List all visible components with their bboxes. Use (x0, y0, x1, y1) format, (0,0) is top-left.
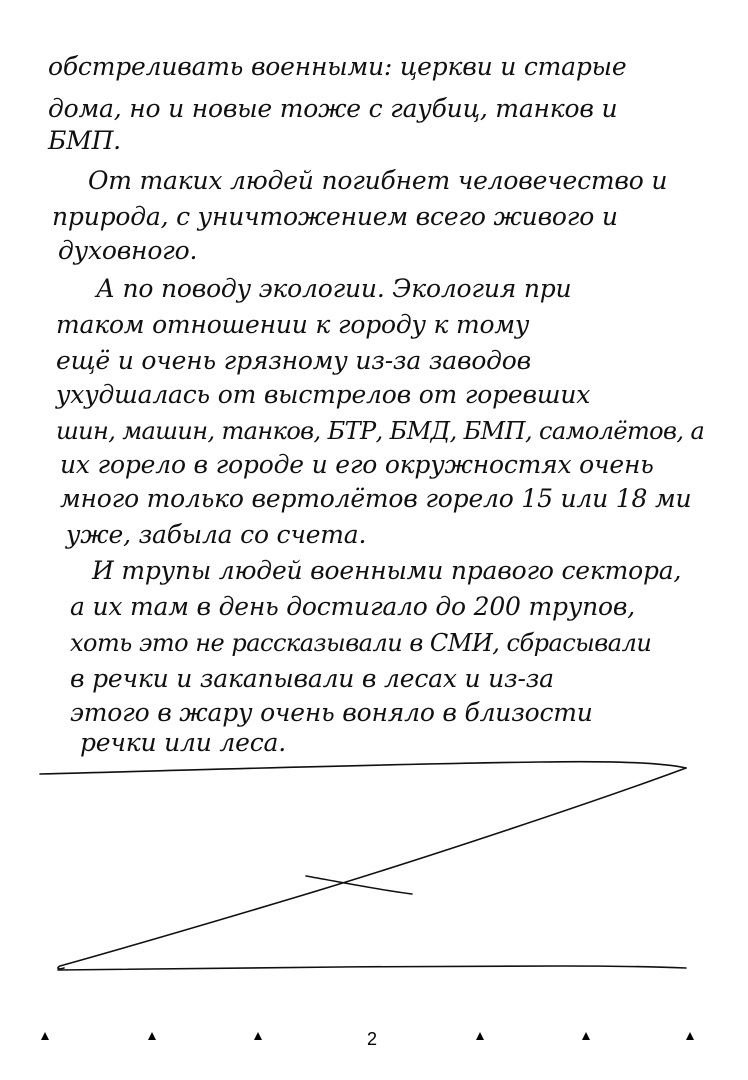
text-line: их горело в городе и его окружностях очень (60, 450, 654, 479)
text-line: речки или леса. (80, 728, 286, 757)
triangle-marker-icon (148, 1032, 156, 1040)
triangle-marker-icon (582, 1032, 590, 1040)
z-strike-crossbar (306, 876, 412, 894)
text-line: ухудшалась от выстрелов от горевших (56, 380, 591, 409)
triangle-marker-icon (686, 1032, 694, 1040)
text-line: таком отношении к городу к тому (56, 310, 530, 339)
text-line: а их там в день достигало до 200 трупов, (70, 592, 635, 621)
text-line: БМП. (48, 126, 121, 155)
triangle-marker-icon (476, 1032, 484, 1040)
text-line: этого в жару очень воняло в близости (70, 698, 593, 727)
text-line: духовного. (58, 236, 198, 265)
text-line: уже, забыла со счета. (66, 520, 367, 549)
text-line: много только вертолётов горело 15 или 18 ми (60, 484, 692, 513)
text-line: ещё и очень грязному из-за заводов (56, 346, 532, 375)
text-line: хоть это не рассказывали в СМИ, сбрасывали (70, 629, 652, 657)
text-line: И трупы людей военными правого сектора, (92, 556, 682, 585)
triangle-marker-icon (41, 1032, 49, 1040)
text-line: дома, но и новые тоже с гаубиц, танков и (48, 94, 618, 123)
text-line: в речки и закапывали в лесах и из-за (70, 664, 554, 693)
text-line: шин, машин, танков, БТР, БМД, БМП, самолётов, а (56, 417, 705, 445)
triangle-marker-icon (254, 1032, 262, 1040)
text-line: природа, с уничтожением всего живого и (52, 202, 618, 231)
text-line: А по поводу экологии. Экология при (96, 274, 572, 303)
text-line: От таких людей погибнет человечество и (88, 166, 668, 195)
page-footer (0, 1028, 748, 1052)
page-number: 2 (366, 1029, 377, 1049)
z-strike-bottom-line (58, 966, 686, 970)
text-line: обстреливать военными: церкви и старые (48, 52, 627, 81)
